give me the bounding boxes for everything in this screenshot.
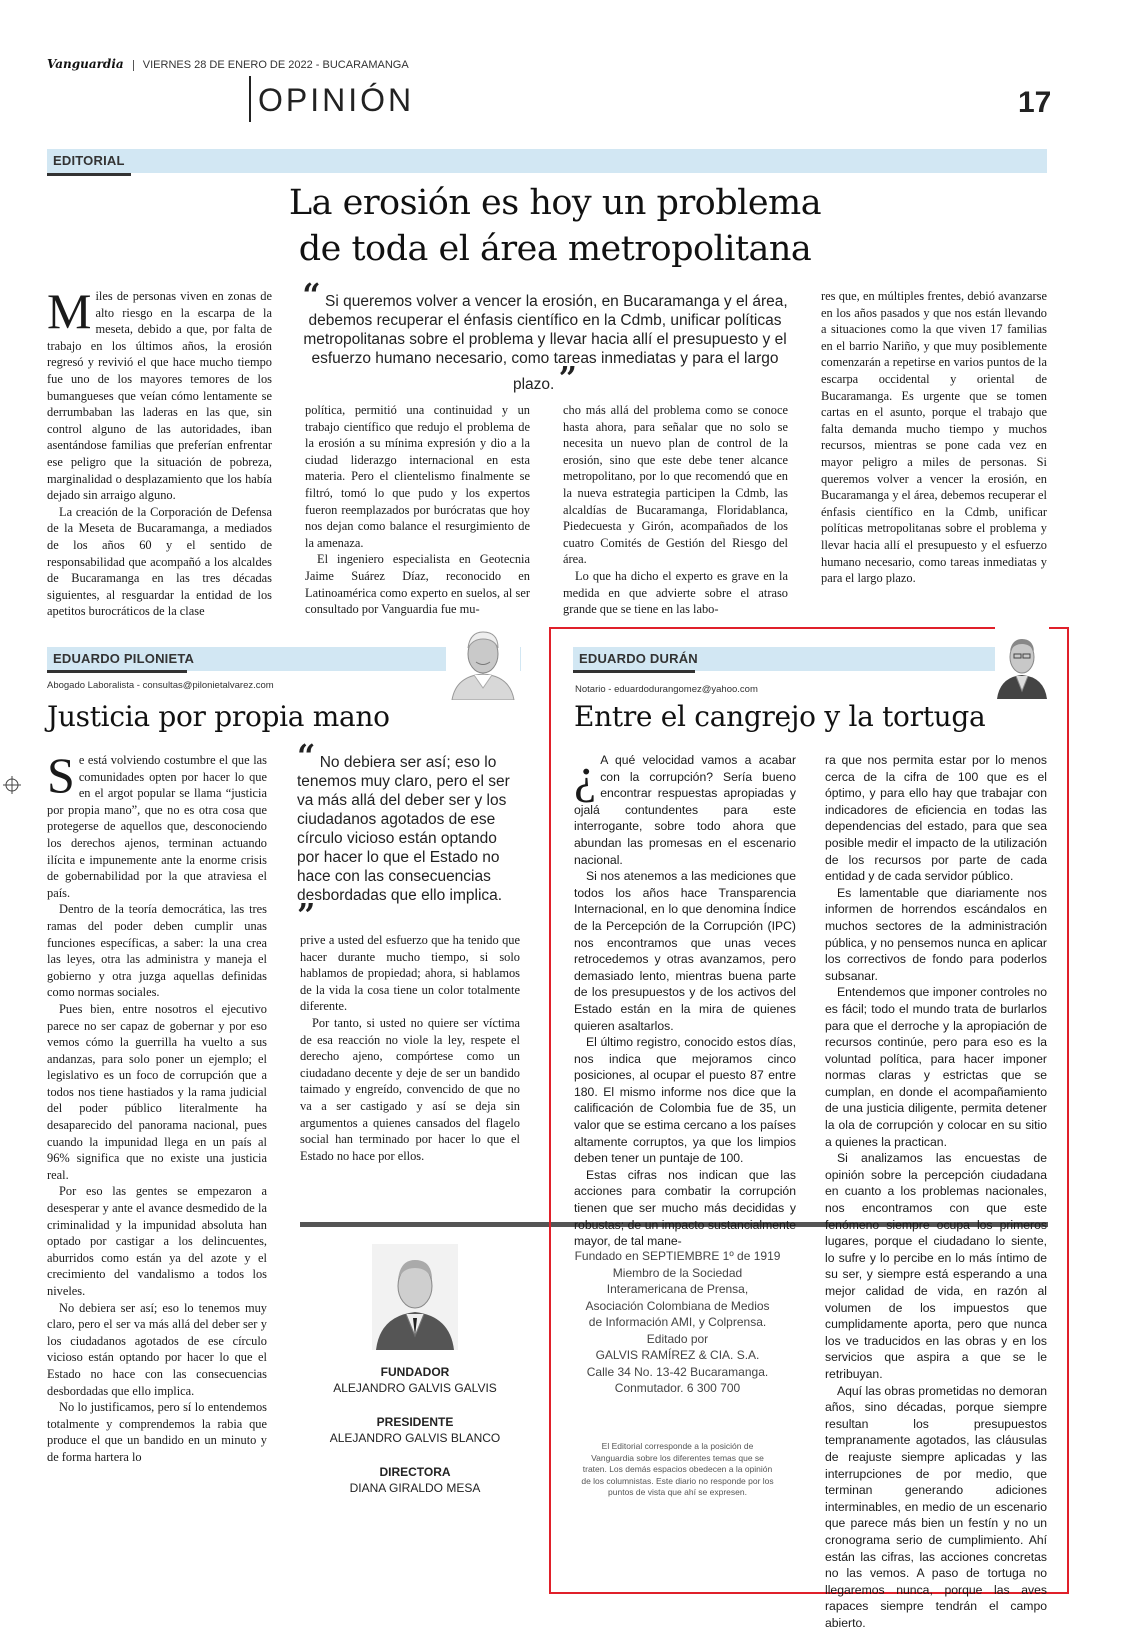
- editorial-column-3: [563, 402, 788, 618]
- brand-logo: Vanguardia: [47, 57, 124, 71]
- masthead-line: Editado por: [646, 1331, 709, 1346]
- duran-dropcap: ¿: [574, 747, 597, 803]
- dateline: VIERNES 28 DE ENERO DE 2022 - BUCARAMANGA: [142, 59, 409, 71]
- pilonieta-byline: Abogado Laboralista - consultas@pilonietalvarez.com: [47, 680, 274, 691]
- pilonieta-label: EDUARDO PILONIETA: [53, 651, 195, 666]
- pilonieta-pullquote: [297, 737, 519, 934]
- pilonieta-paragraph: Por eso las gentes se empezaron a desesperar y ante el avance desmedido de la criminalidad y la impunidad absoluta han optado por castigar a los delincuentes, aburridos como están ya del azote y el crecimiento del vandalismo a todos los niveles.: [47, 1184, 267, 1298]
- founder-portrait: [372, 1244, 458, 1350]
- pilonieta-paragraph: e está volviendo costumbre el que las comunidades opten por hacer lo que en el argot popular se llama “justicia por propia mano”, que no es otra cosa que protegerse de aquellos que, desconociendo los derechos ajenos, terminan actuando ilícita e impunemente ante la enorme crisis de gobernabilidad por la que atraviesa el país.: [47, 753, 267, 900]
- pilonieta-headline: Justicia por propia mano: [47, 700, 390, 733]
- pilonieta-portrait: [446, 620, 520, 700]
- masthead-line: Interamericana de Prensa,: [606, 1282, 749, 1296]
- pilonieta-paragraph: Dentro de la teoría democrática, las tres ramas del poder deben cumplir unas funciones específicas, a saber: la una crea las leyes, otra las administra y maneja el gobierno y otra juzga aquellas definidas como normas sociales.: [47, 902, 267, 1000]
- masthead-line: Miembro de la Sociedad: [612, 1265, 743, 1280]
- pilonieta-paragraph: Por tanto, si usted no quiere ser víctima de esa reacción no viole la ley, respete el derecho ajeno, compórtese como un ciudadano decente y deje de ser un bandido taimado y engreído, convencido de que no va a ser castigado y así se deja sin argumentos a quienes cansados del flagelo social han terminado por hacer lo que el Estado no hace por ellos.: [300, 1015, 520, 1163]
- duran-paragraph: ra que nos permita estar por lo menos cerca de la cifra de 100 que es el óptimo, y para ello hay que trabajar con indicadores de eficiencia en todas las dependencias del estado, para que sea posible medir el impacto de la utilización de los recursos por parte de cada entidad y de cada servidor público.: [825, 753, 1047, 884]
- duran-label: EDUARDO DURÁN: [579, 651, 698, 666]
- pilonieta-paragraph: No lo justificamos, pero sí lo entendemos totalmente y comprendemos la rabia que produce el que un bandido en un minuto y de forma hartera lo: [47, 1400, 267, 1464]
- section-rule: [249, 76, 251, 122]
- masthead-line: Conmutador. 6 300 700: [614, 1381, 741, 1395]
- duran-byline: Notario - eduardodurangomez@yahoo.com: [575, 684, 758, 695]
- pilonieta-pullquote-text: No debiera ser así; eso lo tenemos muy claro, pero el ser va más allá del deber ser y los ciudadanos agotados de ese círculo vicioso están optando por hacer lo que el Estado no hace con las consecuencias desbordadas que ello implica.: [297, 754, 510, 904]
- header-divider: [133, 60, 134, 71]
- pilonieta-paragraph: No debiera ser así; eso lo tenemos muy claro, pero el ser va más allá del deber ser y los ciudadanos agotados de ese círculo vicioso están optando por hacer lo que el Estado no hace con las consecuencias desbordadas que ello implica.: [47, 1300, 267, 1398]
- masthead-line: GALVIS RAMÍREZ & CIA. S.A.: [595, 1348, 760, 1362]
- pilonieta-column-2: [300, 932, 520, 1164]
- duran-column-2: [825, 752, 1047, 1631]
- editorial-paragraph: El ingeniero especialista en Geotecnia Jaime Suárez Díaz, reconocido en Latinoamérica como experto en suelos, al ser consultado por Vanguardia fue mu-: [305, 552, 530, 617]
- founder-name: ALEJANDRO GALVIS GALVIS: [333, 1381, 497, 1395]
- pilonieta-label-underline: [47, 670, 187, 673]
- director-name: DIANA GIRALDO MESA: [349, 1481, 481, 1495]
- editorial-disclaimer: El Editorial corresponde a la posición de Vanguardia sobre los diferentes temas que se traten. Los demás espacios obedecen a la opinión de los columnistas. Este diario no responde por los puntos de vista que ahí se expresen.: [581, 1441, 774, 1497]
- pilonieta-paragraph: prive a usted del esfuerzo que ha tenido que hacer durante mucho tiempo, si solo hablamos de propiedad; ahora, si hablamos de la vida la cosa tiene un color totalmente diferente.: [300, 933, 520, 1014]
- editorial-column-4: [821, 288, 1047, 587]
- editorial-headline-line1: La erosión es hoy un problema: [288, 183, 822, 223]
- duran-paragraph: El último registro, conocido estos días, nos indica que mejoramos cinco posiciones, al ocupar el puesto 87 entre 180. El mismo informe nos dice que la calificación de Colombia fue de 35, un valor que se estima cercano a los países altamente corruptos, ya que los limpios deben tener un puntaje de 100.: [574, 1035, 796, 1166]
- duran-paragraph: A qué velocidad vamos a acabar con la corrupción? Sería bueno encontrar respuestas apropiadas y ojalá contundentes para este interrogante, sobre todo ahora que abundan las promesas en el escenario nacional.: [574, 753, 796, 867]
- masthead-line: de Información AMI, y Colprensa.: [588, 1315, 767, 1329]
- duran-paragraph: Si nos atenemos a las mediciones que todos los años hace Transparencia Internacional, en lo que denomina Índice de la Percepción de la Corrupción (IPC) nos encontramos que unas veces retrocedemos y otras avanzamos, pero demasiado lento, mientras buena parte de los presupuestos y de los activos del Estado están en la mira de quienes quieren asaltarlos.: [574, 869, 796, 1033]
- masthead-bar: [47, 57, 409, 71]
- pilonieta-column-1: [47, 747, 267, 1466]
- editorial-pullquote: [300, 276, 790, 397]
- editorial-headline: [230, 180, 880, 272]
- page-number: 17: [1018, 86, 1052, 119]
- pilonieta-paragraph: Pues bien, entre nosotros el ejecutivo parece no ser capaz de gobernar y por eso vemos cómo la guerrilla ha vuelto a sus andanzas, para solo poner un ejemplo; el legislativo es un foco de corrupción que a todos nos tiene hastiados y la rama judicial del poder público literalmente ha desaparecido del panorama nacional, pues cuando la impunidad llega en un país al 96% significa que no existe una justicia real.: [47, 1001, 267, 1182]
- founder-label: FUNDADOR: [380, 1365, 450, 1379]
- editorial-paragraph: res que, en múltiples frentes, debió avanzarse en los años pasados y que nos están llevando a situaciones como la que viven 17 familias en el barrio Nariño, y que muy posiblemente comenzarán a repetirse en varios puntos de la escarpa occidental y oriental de Bucaramanga. Es urgente que se tomen cartas en el asunto, porque el trabajo que falta demanda mucho tiempo y muchos recursos, mientras se pone cada vez en mayor peligro a miles de personas. Si queremos volver a vencer la erosión, en Bucaramanga y el área, debemos recuperar el énfasis científico en la Cdmb, unificar políticas metropolitanas sobre el problema y llevar hacia allí el presupuesto y el esfuerzo humano necesario, como tareas inmediatas y para el largo plazo.: [821, 289, 1047, 586]
- editorial-dropcap: M: [47, 283, 92, 339]
- registration-mark-icon: [3, 776, 21, 794]
- editorial-label: EDITORIAL: [53, 153, 125, 168]
- duran-column-1: [574, 747, 796, 1250]
- pilonieta-dropcap: S: [47, 747, 75, 803]
- duran-paragraph: Es lamentable que diariamente nos informen de horrendos escándalos en muchos sectores de la administración pública, y no pensemos nunca en aplicar los correctivos de fondo para poderlos subsanar.: [825, 885, 1047, 983]
- staff-list: [300, 1364, 530, 1496]
- editorial-band: [47, 149, 1047, 173]
- duran-portrait: [995, 627, 1049, 699]
- duran-paragraph: Entendemos que imponer controles no es fácil; todo el mundo trata de burlarlos para que el derroche y la apropiación de recursos continúe, pero para eso es la voluntad política, para hacer imponer normas claras y estrictas que se cumplan, en donde el acompañamiento de una justicia diligente, permita detener la ola de corrupción y colocar en su sitio a quienes la practican.: [825, 985, 1047, 1149]
- director-label: DIRECTORA: [379, 1465, 451, 1479]
- editorial-paragraph: política, permitió una continuidad y un trabajo científico que redujo el problema de la erosión a su mínima expresión y dio a la ciudad liderazgo internacional en esta materia. Pero el clientelismo finalmente se filtró, tomó lo que pudo y los expertos fueron reemplazados por burócratas que hoy nos dejan como balance el resurgimiento de la amenaza.: [305, 403, 530, 550]
- masthead-line: Calle 34 No. 13-42 Bucaramanga.: [586, 1364, 769, 1379]
- section-title: OPINIÓN: [258, 82, 415, 118]
- editorial-paragraph: Lo que ha dicho el experto es grave en la medida en que advierte sobre el atraso grande que se tiene en las labo-: [563, 568, 788, 617]
- editorial-pullquote-text: Si queremos volver a vencer la erosión, en Bucaramanga y el área, debemos recuperar el énfasis científico en la Cdmb, unificar políticas metropolitanas sobre el problema y llevar hacia allí el presupuesto y el esfuerzo humano necesario, como tareas inmediatas y para el largo plazo.: [303, 293, 788, 393]
- open-quote-icon: “: [297, 737, 316, 775]
- editorial-label-underline: [47, 173, 131, 176]
- president-label: PRESIDENTE: [376, 1415, 454, 1429]
- duran-paragraph: Estas cifras nos indican que las acciones para combatir la corrupción tienen que ser mucho más decididas y robustas; de un impacto sustancialmente mayor, de tal mane-: [574, 1167, 796, 1249]
- editorial-headline-line2: de toda el área metropolitana: [298, 229, 812, 269]
- president-name: ALEJANDRO GALVIS BLANCO: [329, 1431, 501, 1445]
- duran-paragraph: Si analizamos las encuestas de opinión sobre la percepción ciudadana en cuanto a los problemas nacionales, nos encontramos con que este fenómeno siempre ocupa los primeros lugares, porque el ciudadano lo siente, lo sufre y lo percibe en lo más íntimo de su ser, y siempre está esperando a una mejor calidad de vida, en razón al volumen de los impuestos que cumplidamente aporta, pero que nunca los ve traducidos en las obras y en los servicios que aspira a que se le retribuyan.: [825, 1151, 1047, 1381]
- editorial-column-2: [305, 402, 530, 618]
- open-quote-icon: “: [302, 276, 321, 314]
- duran-headline: Entre el cangrejo y la tortuga: [574, 700, 986, 733]
- duran-label-underline: [573, 670, 695, 673]
- editorial-paragraph: iles de personas viven en zonas de alto riesgo en la escarpa de la meseta, debido a que, por falta de trabajo en los últimos años, la erosión regresó y revivió el que hace mucho tiempo fue uno de los mayores temores de los bumangueses que veían cómo lentamente se derrumbaban las laderas en las que, sin control alguno de las autoridades, iban asentándose familias que preferían enfrentar ese peligro que la situación de pobreza, marginalidad o desplazamiento que los había dejado sin arraigo alguno.: [47, 289, 272, 503]
- masthead-line: Asociación Colombiana de Medios: [585, 1298, 770, 1313]
- close-quote-icon: ”: [297, 896, 316, 934]
- editorial-column-1: [47, 283, 272, 620]
- duran-paragraph: Aquí las obras prometidas no demoran años, sino décadas, porque siempre resultan los presupuestos tempranamente agotados, las cláusulas de reajuste siempre aplicadas y las interrupciones de por medio, que terminan generando adiciones interminables, en medio de un escenario que parece más bien un festín y no un cronograma serio de cumplimiento. Ahí están las cifras, las acciones concretas no las vemos. A paso de tortuga no llegaremos nunca, porque las aves rapaces siempre tendrán el campo abierto.: [825, 1383, 1048, 1630]
- editorial-paragraph: cho más allá del problema como se conoce hasta ahora, para señalar que no solo se necesita un nuevo plan de control de la erosión, sino que este debe tener alcance metropolitano, por lo que recomendó que en la nueva estrategia participen la Cdmb, las alcaldías de Bucaramanga, Floridablanca, Piedecuesta y Girón, acompañados de los cuatro Comités de Gestión del Riesgo del área.: [563, 403, 788, 567]
- editorial-paragraph: La creación de la Corporación de Defensa de la Meseta de Bucaramanga, a mediados de los años 60 y el sentido de responsabilidad que acompañó a los alcaldes de Bucaramanga en las tres décadas siguientes, al resguardar la entidad de los apetitos burocráticos de la clase: [47, 504, 272, 619]
- close-quote-icon: ”: [558, 359, 578, 397]
- masthead-line: Fundado en SEPTIEMBRE 1º de 1919: [574, 1249, 781, 1263]
